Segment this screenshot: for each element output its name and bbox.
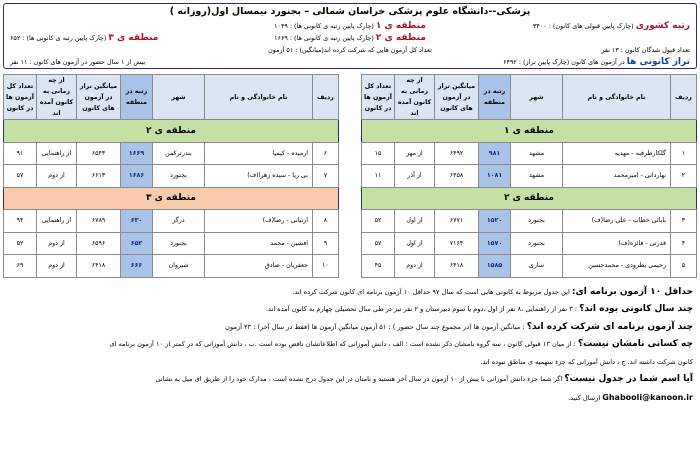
cell-row: ۸ xyxy=(313,210,339,233)
summary-text: بیش از ۱ سال حضور در آزمون های کانون : ۱۱ نفر xyxy=(9,58,146,66)
cell-avg: ۶۶۱۳ xyxy=(77,165,121,188)
zone-label: منطقه ی ۱ xyxy=(362,120,697,143)
cell-rank: ۱۵۲۰ xyxy=(479,210,511,233)
note-email: Ghabooli@kanoon.ir xyxy=(602,392,693,402)
summary-text: (چارک پایین رتبه ی کانونی ها) : ۱۶۶۹ xyxy=(274,34,376,42)
cell-since: از اول xyxy=(395,232,435,255)
cell-city: ساری xyxy=(511,255,563,278)
notes-section xyxy=(3,284,697,408)
summary-label: منطقه ی ۱ xyxy=(375,21,426,31)
cell-row: ۳ xyxy=(671,210,697,233)
col-row: ردیف xyxy=(313,75,339,120)
col-count: تعداد کل آزمون ها در کانون xyxy=(4,75,37,120)
cell-since: از دوم xyxy=(37,165,77,188)
note-line xyxy=(3,284,693,302)
cell-city: درگز xyxy=(153,210,205,233)
note-text: اگر شما جزء دانش آموزانی با بیش از ۱۰ آزمون در سال آخر هستید و نامتان در این جدول درج نشده است ، مدارک خود را از طریق ای میل به نشانی xyxy=(155,375,565,383)
cell-row: ۴ xyxy=(671,232,697,255)
header-row xyxy=(362,75,697,120)
cell-count: ۵۲ xyxy=(362,210,395,233)
table-header xyxy=(4,75,339,120)
header-row xyxy=(4,75,339,120)
cell-since: از دوم xyxy=(395,255,435,278)
cell-avg: ۶۵۹۶ xyxy=(77,232,121,255)
left-results-table xyxy=(3,74,339,278)
summary-cell xyxy=(463,56,690,68)
cell-name: گلکارطرفبه - مهدیه xyxy=(563,142,671,165)
cell-row: ۶ xyxy=(313,142,339,165)
note-question: چند آزمون برنامه ای شرکت کرده اند؟ xyxy=(526,321,693,332)
cell-rank: ۶۶۶ xyxy=(121,255,153,278)
summary-cell xyxy=(10,44,237,56)
note-line xyxy=(3,371,693,389)
note-line xyxy=(3,336,693,354)
cell-rank: ۹۸۱ xyxy=(479,142,511,165)
cell-rank: ۱۵۷۰ xyxy=(479,232,511,255)
table-row xyxy=(4,142,339,165)
zone-row xyxy=(4,120,339,143)
cell-row: ۱ xyxy=(671,142,697,165)
table-row xyxy=(362,142,697,165)
cell-city: مشهد xyxy=(511,165,563,188)
summary-label: رتبه کشوری xyxy=(635,21,690,31)
table-row xyxy=(362,210,697,233)
cell-rank: ۱۰۸۱ xyxy=(479,165,511,188)
note-line xyxy=(3,301,693,319)
table-row xyxy=(4,232,339,255)
summary-cell xyxy=(237,44,464,56)
cell-since: از اول xyxy=(395,210,435,233)
col-since: از چه زمانی به کانون آمده اند xyxy=(37,75,77,120)
summary-row xyxy=(4,32,696,44)
cell-count: ۹۴ xyxy=(4,210,37,233)
summary-text: (چارک پایین رتبه ی کانونی ها) : ۶۵۲ xyxy=(9,34,109,42)
cell-count: ۵۷ xyxy=(4,165,37,188)
cell-avg: ۶۴۱۸ xyxy=(435,255,479,278)
cell-since: از دوم xyxy=(37,255,77,278)
table-header xyxy=(362,75,697,120)
cell-since: از مهر xyxy=(395,142,435,165)
summary-header xyxy=(3,3,697,69)
table-row xyxy=(362,255,697,278)
summary-row xyxy=(4,44,696,56)
cell-name: ارتیانی - رضا(ف) xyxy=(205,210,313,233)
col-name: نام خانوادگی و نام xyxy=(205,75,313,120)
cell-count: ۵۷ xyxy=(362,232,395,255)
note-text: : ۳ نفر از راهنمایی ،۸ نفر از اول ،دوم یا سوم دبیرستان و ۲ نفر نیز در طی سال تحصیلی چهارم به کانون آمده اند. xyxy=(265,305,580,313)
zone-row xyxy=(362,120,697,143)
cell-city: بجنورد xyxy=(153,165,205,188)
note-text: : میانگین آزمون ها (در مجموع چند سال حضور ) : ۵۱ آزمون میانگین آزمون ها (فقط در سال آخر) : ۲۳ آزمون xyxy=(225,322,527,331)
summary-rows xyxy=(4,20,696,68)
cell-rank: ۶۵۲ xyxy=(121,232,153,255)
col-avg: میانگین تراز در آزمون های کانون xyxy=(77,75,121,120)
cell-rank: ۶۳۰ xyxy=(121,210,153,233)
summary-text: در آزمون های کانون (چارک پایین تراز) : ۶۴۹۲ xyxy=(503,58,627,66)
table-body xyxy=(4,120,339,278)
summary-text: تعداد کل آزمون هایی که شرکت کرده اند(میانگین) : ۵۱ آزمون xyxy=(268,46,432,54)
cell-since: از آذر xyxy=(395,165,435,188)
col-row: ردیف xyxy=(671,75,697,120)
summary-cell xyxy=(237,20,464,32)
cell-name: بابائی خطاب - علی رضا(ف) xyxy=(563,210,671,233)
note-text: ارسال کنید. xyxy=(568,393,603,402)
cell-avg: ۶۷۸۹ xyxy=(77,210,121,233)
cell-since: از راهنمایی xyxy=(37,142,77,165)
cell-rank: ۱۶۶۹ xyxy=(121,142,153,165)
summary-cell xyxy=(463,32,690,44)
cell-avg: ۶۴۵۸ xyxy=(435,165,479,188)
cell-city: مشهد xyxy=(511,142,563,165)
cell-rank: ۱۵۸۵ xyxy=(479,255,511,278)
cell-name: جعفریان - صادق xyxy=(205,255,313,278)
cell-avg: ۷۱۶۴ xyxy=(435,232,479,255)
cell-row: ۷ xyxy=(313,165,339,188)
cell-count: ۱۱ xyxy=(362,165,395,188)
cell-name: ارمیده - کیمیا xyxy=(205,142,313,165)
summary-cell xyxy=(463,44,690,56)
summary-cell xyxy=(237,56,464,68)
table-body xyxy=(362,120,697,278)
cell-avg: ۶۴۹۲ xyxy=(435,142,479,165)
table-row xyxy=(4,210,339,233)
cell-name: رحیمی یطرودی - محمدحسین xyxy=(563,255,671,278)
zone-label: منطقه ی ۳ xyxy=(4,187,339,210)
summary-cell xyxy=(10,56,237,68)
summary-row xyxy=(4,56,696,68)
summary-label: منطقه ی ۳ xyxy=(108,33,159,43)
cell-city: بجنورد xyxy=(511,210,563,233)
cell-avg: ۶۷۷۱ xyxy=(435,210,479,233)
note-line xyxy=(3,319,693,337)
note-text: کانون شرکت داشته اند. ج ، دانش آموزانی که جزء سهمیه ی مناطق نبوده اند. xyxy=(480,357,693,366)
summary-label: تراز کانونی ها xyxy=(626,57,690,67)
cell-count: ۶۹ xyxy=(4,255,37,278)
cell-city: بجنورد xyxy=(511,232,563,255)
col-since: از چه زمانی به کانون آمده اند xyxy=(395,75,435,120)
cell-avg: ۶۴۱۸ xyxy=(77,255,121,278)
right-results-table xyxy=(361,74,697,278)
note-question: حداقل ۱۰ آزمون برنامه ای: xyxy=(571,286,693,297)
note-question: چه کسانی نامشان نیست؟ xyxy=(577,339,693,349)
note-line xyxy=(3,354,693,372)
col-city: شهر xyxy=(511,75,563,120)
cell-row: ۵ xyxy=(671,255,697,278)
cell-count: ۴۵ xyxy=(362,255,395,278)
cell-count: ۱۵ xyxy=(362,142,395,165)
zone-row xyxy=(362,187,697,210)
note-text: این جدول مربوط به کانونی هایی است که سال ۹۷ حداقل ۱۰ آزمون برنامه ای کانون شرکت کرده اند. xyxy=(292,287,572,296)
zone-label: منطقه ی ۲ xyxy=(4,120,339,143)
summary-text: تعداد قبول شدگان کانون : ۱۳ نفر xyxy=(601,46,690,54)
summary-text: (چارک پایین قبولی های کانون) : ۳۴۰۰ xyxy=(532,22,636,30)
col-name: نام خانوادگی و نام xyxy=(563,75,671,120)
col-city: شهر xyxy=(153,75,205,120)
cell-city: بندرترکمن xyxy=(153,142,205,165)
page-title: پزشکی--دانشگاه علوم پزشکی خراسان شمالی – بجنورد نیمسال اول(روزانه ) xyxy=(169,6,531,17)
note-question: چند سال کانونی بوده اند؟ xyxy=(579,304,693,314)
cell-count: ۹۱ xyxy=(4,142,37,165)
col-rank: رتبه در منطقه xyxy=(479,75,511,120)
cell-avg: ۶۵۴۳ xyxy=(77,142,121,165)
cell-city: بجنورد xyxy=(153,232,205,255)
cell-name: قدرتی - فائزه(ف) xyxy=(563,232,671,255)
table-row xyxy=(4,255,339,278)
col-avg: میانگین تراز در آزمون های کانون xyxy=(435,75,479,120)
summary-cell xyxy=(463,20,690,32)
summary-label: منطقه ی ۲ xyxy=(375,33,426,43)
table-row xyxy=(4,165,339,188)
note-question: آیا اسم شما در جدول نیست؟ xyxy=(564,374,693,384)
cell-since: از راهنمایی xyxy=(37,210,77,233)
summary-cell xyxy=(237,32,464,44)
cell-row: ۲ xyxy=(671,165,697,188)
cell-since: از دوم xyxy=(37,232,77,255)
results-tables xyxy=(3,74,697,278)
zone-label: منطقه ی ۲ xyxy=(362,187,697,210)
note-text: : از میان ۱۳ قبولی کانون ، سه گروه نامشان ذکر نشده است : الف ، دانش آموزانی که اطلاعاتشان ناقص بوده است .ب ، دانش آموزانی که در کمتر از ۱۰ آزمون برنامه ای xyxy=(109,340,578,348)
cell-name: افشین - محمد xyxy=(205,232,313,255)
cell-city: شیروان xyxy=(153,255,205,278)
cell-count: ۵۲ xyxy=(4,232,37,255)
cell-name: بی ریا - سیده زهرا(ف) xyxy=(205,165,313,188)
cell-name: نهاردانی - امیرمحمد xyxy=(563,165,671,188)
table-row xyxy=(362,232,697,255)
summary-cell xyxy=(10,32,237,44)
summary-text: (چارک پایین رتبه ی کانونی ها) : ۱۰۴۹ xyxy=(274,22,376,30)
cell-rank: ۱۶۸۶ xyxy=(121,165,153,188)
col-count: تعداد کل آزمون ها در کانون xyxy=(362,75,395,120)
cell-row: ۹ xyxy=(313,232,339,255)
summary-row xyxy=(4,20,696,32)
table-row xyxy=(362,165,697,188)
cell-row: ۱۰ xyxy=(313,255,339,278)
note-line xyxy=(3,389,693,408)
col-rank: رتبه در منطقه xyxy=(121,75,153,120)
summary-cell xyxy=(10,20,237,32)
zone-row xyxy=(4,187,339,210)
